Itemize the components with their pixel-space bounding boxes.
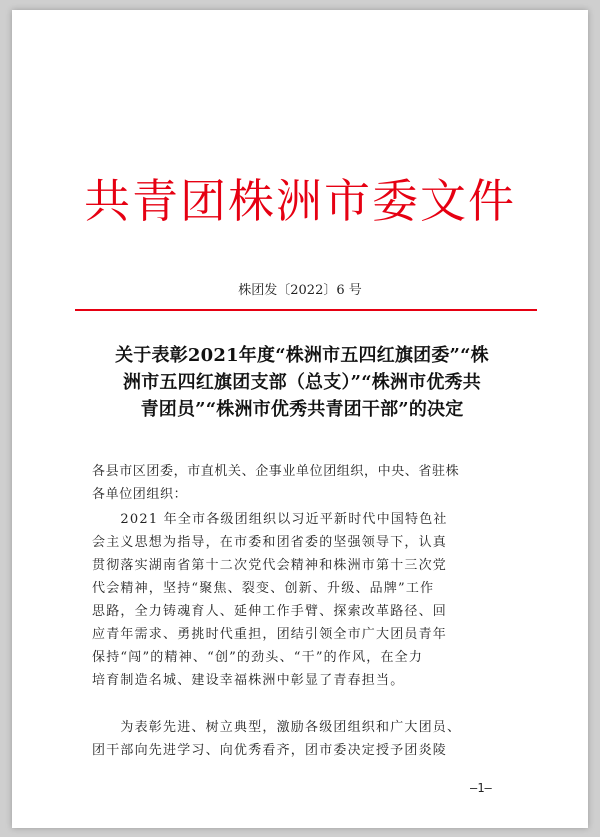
document-header-title: 共青团株洲市委文件 (84, 174, 516, 228)
red-divider-line (75, 309, 537, 311)
recipients (92, 460, 522, 506)
body-line: 应青年需求、勇挑时代重担，团结引领全市广大团员青年 (92, 627, 448, 642)
page-number: —1— (470, 781, 492, 795)
body-line: 保持“闯”的精神、“创”的劲头、“干”的作风，在全力 (92, 650, 424, 665)
body-line: 培育制造名城、建设幸福株洲中彰显了青春担当。 (92, 673, 405, 688)
document-title-line: 关于表彰2021年度“株洲市五四红旗团委”“株 (115, 345, 489, 366)
body-line: 贯彻落实湖南省第十二次党代会精神和株洲市第十三次党 (92, 558, 448, 573)
body-paragraph-1 (92, 508, 532, 692)
recipients-line: 各单位团组织： (92, 487, 188, 502)
document-page (12, 10, 588, 828)
document-number: 株团发〔2022〕6 号 (238, 283, 362, 298)
body-line: 思路，全力铸魂育人、延伸工作手臂、探索改革路径、回 (92, 604, 448, 619)
body-line: 为表彰先进、树立典型，激励各级团组织和广大团员、 (92, 720, 462, 735)
body-line: 2021 年全市各级团组织以习近平新时代中国特色社 (92, 512, 448, 527)
body-line: 代会精神，坚持“聚焦、裂变、创新、升级、品牌”工作 (92, 581, 435, 596)
document-title (88, 342, 516, 423)
document-title-line: 青团员”“株洲市优秀共青团干部”的决定 (140, 399, 464, 420)
body-line: 团干部向先进学习、向优秀看齐，团市委决定授予团炎陵 (92, 743, 448, 758)
body-line: 会主义思想为指导，在市委和团省委的坚强领导下，认真 (92, 535, 448, 550)
document-title-line: 洲市五四红旗团支部（总支）”“株洲市优秀共 (123, 372, 481, 393)
recipients-line: 各县市区团委，市直机关、企事业单位团组织，中央、省驻株 (92, 464, 460, 479)
body-paragraph-2 (92, 716, 532, 762)
